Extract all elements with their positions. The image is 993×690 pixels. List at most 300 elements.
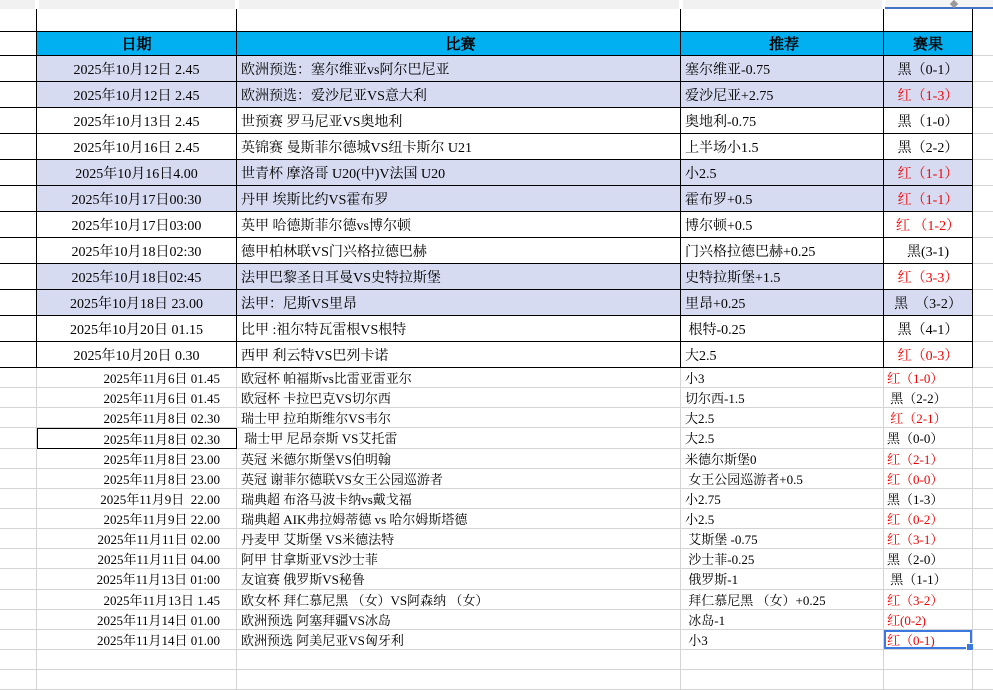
result-cell[interactable] <box>884 290 973 316</box>
result-cell[interactable] <box>884 212 973 238</box>
empty-cell[interactable] <box>884 670 973 690</box>
match-cell[interactable] <box>237 408 681 428</box>
margin-cell[interactable] <box>0 509 37 529</box>
result-cell[interactable] <box>884 590 973 610</box>
extra-cell[interactable] <box>973 56 993 82</box>
recommendation-cell[interactable] <box>681 630 884 650</box>
margin-cell[interactable] <box>0 469 37 489</box>
recommendation-cell[interactable] <box>681 509 884 529</box>
match-value: 欧女杯 拜仁慕尼黑 （女）VS阿森纳 （女） <box>241 592 489 608</box>
margin-cell[interactable] <box>0 368 37 388</box>
match-cell[interactable] <box>237 316 681 342</box>
extra-cell[interactable] <box>973 408 993 428</box>
match-value: 英锦赛 曼斯菲尔德城VS纽卡斯尔 U21 <box>241 140 473 156</box>
match-cell[interactable] <box>237 549 681 569</box>
match-value: 英甲 哈德斯菲尔德vs博尔顿 <box>241 218 411 234</box>
recommendation-value: 艾斯堡 -0.75 <box>685 532 758 548</box>
result-cell[interactable] <box>884 529 973 549</box>
match-cell[interactable] <box>237 238 681 264</box>
extra-cell[interactable] <box>973 529 993 549</box>
recommendation-cell[interactable] <box>681 290 884 316</box>
margin-cell[interactable] <box>0 449 37 469</box>
match-cell[interactable] <box>237 630 681 650</box>
extra-cell[interactable] <box>973 342 993 368</box>
result-value: 红（2-1） <box>887 411 947 427</box>
match-value: 欧洲预选：爱沙尼亚VS意大利 <box>241 88 427 104</box>
empty-cell[interactable] <box>237 670 681 690</box>
date-cell[interactable] <box>37 342 237 368</box>
match-value: 德甲柏林联VS门兴格拉德巴赫 <box>241 244 427 260</box>
table-row <box>0 290 993 316</box>
date-cell[interactable] <box>37 408 237 428</box>
extra-cell[interactable] <box>973 469 993 489</box>
date-cell[interactable] <box>37 134 237 160</box>
table-row <box>0 549 993 569</box>
extra-cell[interactable] <box>973 388 993 408</box>
margin-cell[interactable] <box>0 489 37 509</box>
date-value: 2025年11月9日 22.00 <box>100 491 220 507</box>
margin-cell[interactable] <box>0 388 37 408</box>
date-value: 2025年11月6日 01.45 <box>103 391 220 407</box>
date-value: 2025年11月13日 01:00 <box>96 572 220 588</box>
result-cell[interactable] <box>884 630 973 650</box>
extra-cell[interactable] <box>973 428 993 448</box>
empty-cell[interactable] <box>237 9 681 31</box>
date-cell[interactable] <box>37 509 237 529</box>
table-row <box>0 56 993 82</box>
margin-cell[interactable] <box>0 108 37 134</box>
extra-cell[interactable] <box>973 489 993 509</box>
header-date[interactable] <box>37 31 237 56</box>
result-cell[interactable] <box>884 569 973 589</box>
result-cell[interactable] <box>884 342 973 368</box>
date-value: 2025年11月8日 23.00 <box>103 471 220 487</box>
match-value: 欧冠杯 卡拉巴克VS切尔西 <box>241 391 391 407</box>
margin-cell[interactable] <box>0 670 37 690</box>
date-cell[interactable] <box>37 590 237 610</box>
strip-segment-selected-column <box>885 0 993 9</box>
table-row <box>0 368 993 388</box>
recommendation-cell[interactable] <box>681 160 884 186</box>
date-cell[interactable] <box>37 469 237 489</box>
result-cell[interactable] <box>884 388 973 408</box>
margin-cell[interactable] <box>0 238 37 264</box>
recommendation-value: 小2.5 <box>685 512 715 528</box>
recommendation-value: 大2.5 <box>685 431 715 447</box>
empty-cell[interactable] <box>973 670 993 690</box>
recommendation-value: 里昂+0.25 <box>685 296 746 312</box>
table-row <box>0 82 993 108</box>
date-cell[interactable] <box>37 549 237 569</box>
result-cell[interactable] <box>884 238 973 264</box>
recommendation-cell[interactable] <box>681 408 884 428</box>
result-cell[interactable] <box>884 316 973 342</box>
result-value: 红 （1-2） <box>895 218 961 234</box>
margin-cell[interactable] <box>0 186 37 212</box>
date-cell[interactable] <box>37 160 237 186</box>
recommendation-cell[interactable] <box>681 428 884 448</box>
date-value: 2025年11月14日 01.00 <box>96 612 220 628</box>
date-cell[interactable] <box>37 569 237 589</box>
margin-cell[interactable] <box>0 610 37 630</box>
result-cell[interactable] <box>884 469 973 489</box>
recommendation-value: 俄罗斯-1 <box>685 572 739 588</box>
table-row <box>0 569 993 589</box>
recommendation-cell[interactable] <box>681 489 884 509</box>
date-value: 2025年10月18日02:45 <box>71 270 202 286</box>
extra-cell[interactable] <box>973 549 993 569</box>
result-cell[interactable] <box>884 134 973 160</box>
header-recommendation-label: 推荐 <box>768 37 799 53</box>
date-cell[interactable] <box>37 212 237 238</box>
match-cell[interactable] <box>237 469 681 489</box>
recommendation-value: 冰岛-1 <box>685 612 726 628</box>
result-cell[interactable] <box>884 264 973 290</box>
result-value: 黑（1-3） <box>887 491 944 507</box>
match-cell[interactable] <box>237 428 681 448</box>
result-cell[interactable] <box>884 160 973 186</box>
recommendation-cell[interactable] <box>681 264 884 290</box>
recommendation-cell[interactable] <box>681 610 884 630</box>
match-cell[interactable] <box>237 134 681 160</box>
table-row <box>0 449 993 469</box>
result-cell[interactable] <box>884 56 973 82</box>
result-value: 红（3-2） <box>887 592 944 608</box>
recommendation-cell[interactable] <box>681 238 884 264</box>
match-cell[interactable] <box>237 160 681 186</box>
match-cell[interactable] <box>237 108 681 134</box>
match-value: 瑞典超 AIK弗拉姆蒂德 vs 哈尔姆斯塔德 <box>241 512 468 528</box>
result-cell[interactable] <box>884 489 973 509</box>
header-margin-cell[interactable] <box>0 31 37 56</box>
table-row <box>0 388 993 408</box>
match-cell[interactable] <box>237 264 681 290</box>
result-cell[interactable] <box>884 82 973 108</box>
date-value: 2025年11月11日 04.00 <box>97 552 220 568</box>
date-cell[interactable] <box>37 82 237 108</box>
result-cell[interactable] <box>884 368 973 388</box>
header-recommendation[interactable] <box>681 31 884 56</box>
recommendation-value: 小3 <box>685 371 705 387</box>
match-cell[interactable] <box>237 509 681 529</box>
empty-cell[interactable] <box>37 670 237 690</box>
result-value: 黑（2-0） <box>887 552 944 568</box>
recommendation-cell[interactable] <box>681 569 884 589</box>
date-cell[interactable] <box>37 388 237 408</box>
result-value: 红（0-3） <box>897 348 959 364</box>
table-row <box>0 489 993 509</box>
margin-cell[interactable] <box>0 408 37 428</box>
date-cell[interactable] <box>37 238 237 264</box>
match-value: 阿甲 甘拿斯亚VS沙士菲 <box>241 552 378 568</box>
match-value: 比甲 :祖尔特瓦雷根VS根特 <box>241 322 407 338</box>
result-value: 红（2-1） <box>887 451 944 467</box>
recommendation-cell[interactable] <box>681 56 884 82</box>
margin-cell[interactable] <box>0 342 37 368</box>
extra-cell[interactable] <box>973 134 993 160</box>
table-row <box>0 316 993 342</box>
recommendation-value: 拜仁慕尼黑 （女）+0.25 <box>685 592 826 608</box>
date-cell[interactable] <box>37 489 237 509</box>
extra-cell[interactable] <box>973 186 993 212</box>
recommendation-value: 爱沙尼亚+2.75 <box>685 88 774 104</box>
empty-cell[interactable] <box>884 650 973 670</box>
result-value: 黑（2-2） <box>887 391 947 407</box>
empty-cell[interactable] <box>681 9 884 31</box>
result-value: 黑（2-2） <box>897 140 959 156</box>
empty-cell[interactable] <box>37 650 237 670</box>
table-header-row <box>0 31 993 56</box>
table-row <box>0 590 993 610</box>
result-cell[interactable] <box>884 108 973 134</box>
recommendation-cell[interactable] <box>681 316 884 342</box>
date-cell[interactable] <box>37 428 237 448</box>
match-value: 瑞典超 布洛马波卡纳vs戴戈福 <box>241 491 412 507</box>
match-cell[interactable] <box>237 56 681 82</box>
empty-cell[interactable] <box>681 670 884 690</box>
match-cell[interactable] <box>237 529 681 549</box>
result-value: 红（0-2） <box>887 512 944 528</box>
extra-cell[interactable] <box>973 108 993 134</box>
match-cell[interactable] <box>237 569 681 589</box>
date-cell[interactable] <box>37 186 237 212</box>
margin-cell[interactable] <box>0 9 37 31</box>
header-match-label: 比赛 <box>445 37 476 53</box>
recommendation-value: 女王公园巡游者+0.5 <box>685 471 803 487</box>
date-cell[interactable] <box>37 630 237 650</box>
recommendation-value: 上半场小1.5 <box>685 140 759 156</box>
margin-cell[interactable] <box>0 650 37 670</box>
date-value: 2025年10月18日02:30 <box>71 244 202 260</box>
recommendation-value: 大2.5 <box>685 411 715 427</box>
extra-cell[interactable] <box>973 610 993 630</box>
recommendation-cell[interactable] <box>681 549 884 569</box>
date-cell[interactable] <box>37 316 237 342</box>
extra-cell[interactable] <box>973 449 993 469</box>
extra-cell[interactable] <box>973 212 993 238</box>
empty-cell[interactable] <box>681 650 884 670</box>
match-value: 西甲 利云特VS巴列卡诺 <box>241 348 389 364</box>
match-value: 欧冠杯 帕福斯vs比雷亚雷亚尔 <box>241 371 412 387</box>
match-cell[interactable] <box>237 290 681 316</box>
recommendation-value: 史特拉斯堡+1.5 <box>685 270 781 286</box>
date-cell[interactable] <box>37 449 237 469</box>
recommendation-value: 小2.75 <box>685 491 721 507</box>
result-value: 红（0-1) <box>887 632 935 648</box>
match-value: 世预赛 罗马尼亚VS奥地利 <box>241 114 403 130</box>
date-cell[interactable] <box>37 264 237 290</box>
table-row <box>0 160 993 186</box>
recommendation-value: 门兴格拉德巴赫+0.25 <box>685 244 816 260</box>
date-cell[interactable] <box>37 56 237 82</box>
recommendation-cell[interactable] <box>681 590 884 610</box>
margin-cell[interactable] <box>0 264 37 290</box>
empty-row <box>0 9 993 31</box>
date-value: 2025年10月12日 2.45 <box>73 88 200 104</box>
table-row <box>0 264 993 290</box>
match-cell[interactable] <box>237 590 681 610</box>
match-value: 欧洲预选 阿塞拜疆VS冰岛 <box>241 612 391 628</box>
recommendation-value: 霍布罗+0.5 <box>685 192 753 208</box>
recommendation-cell[interactable] <box>681 82 884 108</box>
result-cell[interactable] <box>884 428 973 448</box>
date-cell[interactable] <box>37 108 237 134</box>
date-value: 2025年10月17日03:00 <box>71 218 202 234</box>
table-row <box>0 630 993 650</box>
match-cell[interactable] <box>237 449 681 469</box>
result-value: 红（1-1） <box>897 166 959 182</box>
date-value: 2025年10月18日 23.00 <box>70 296 203 312</box>
margin-cell[interactable] <box>0 569 37 589</box>
match-cell[interactable] <box>237 489 681 509</box>
empty-cell[interactable] <box>973 650 993 670</box>
recommendation-value: 博尔顿+0.5 <box>685 218 753 234</box>
extra-cell[interactable] <box>973 630 993 650</box>
recommendation-value: 切尔西-1.5 <box>685 391 745 407</box>
result-value: 黑(3-1) <box>907 244 949 260</box>
margin-cell[interactable] <box>0 82 37 108</box>
margin-cell[interactable] <box>0 290 37 316</box>
margin-cell[interactable] <box>0 160 37 186</box>
result-value: 红（0-0） <box>887 471 944 487</box>
margin-cell[interactable] <box>0 428 37 448</box>
table-row <box>0 509 993 529</box>
extra-cell[interactable] <box>973 316 993 342</box>
recommendation-value: 米德尔斯堡0 <box>685 451 757 467</box>
match-value: 丹麦甲 艾斯堡 VS米德法特 <box>241 532 395 548</box>
result-cell[interactable] <box>884 549 973 569</box>
recommendation-cell[interactable] <box>681 186 884 212</box>
result-value: 红（3-1） <box>887 532 944 548</box>
result-value: 黑（1-1） <box>887 572 947 588</box>
date-value: 2025年11月13日 1.45 <box>103 592 220 608</box>
match-cell[interactable] <box>237 212 681 238</box>
date-cell[interactable] <box>37 290 237 316</box>
margin-cell[interactable] <box>0 56 37 82</box>
table-row <box>0 469 993 489</box>
empty-row <box>0 670 993 690</box>
result-cell[interactable] <box>884 186 973 212</box>
date-cell[interactable] <box>37 368 237 388</box>
extra-cell[interactable] <box>973 264 993 290</box>
recommendation-cell[interactable] <box>681 388 884 408</box>
strip-segment <box>0 0 35 9</box>
extra-cell[interactable] <box>973 590 993 610</box>
recommendation-cell[interactable] <box>681 368 884 388</box>
extra-cell[interactable] <box>973 509 993 529</box>
extra-cell[interactable] <box>973 368 993 388</box>
recommendation-cell[interactable] <box>681 529 884 549</box>
empty-cell[interactable] <box>884 9 973 31</box>
extra-cell[interactable] <box>973 160 993 186</box>
recommendation-value: 大2.5 <box>685 348 717 364</box>
empty-cell[interactable] <box>237 650 681 670</box>
table-row <box>0 428 993 448</box>
table-row <box>0 108 993 134</box>
empty-row <box>0 650 993 670</box>
result-cell[interactable] <box>884 449 973 469</box>
recommendation-value: 沙士菲-0.25 <box>685 552 755 568</box>
date-value: 2025年10月20日 0.30 <box>73 348 200 364</box>
result-cell[interactable] <box>884 509 973 529</box>
recommendation-cell[interactable] <box>681 342 884 368</box>
header-match[interactable] <box>237 31 681 56</box>
result-value: 黑（0-1） <box>897 62 959 78</box>
recommendation-value: 奥地利-0.75 <box>685 114 757 130</box>
match-cell[interactable] <box>237 82 681 108</box>
match-value: 世青杯 摩洛哥 U20(中)V法国 U20 <box>241 166 446 182</box>
extra-cell[interactable] <box>973 238 993 264</box>
extra-cell[interactable] <box>973 290 993 316</box>
empty-cell[interactable] <box>973 9 993 31</box>
header-extra-cell[interactable] <box>973 31 993 56</box>
table-row <box>0 408 993 428</box>
table-row <box>0 610 993 630</box>
recommendation-cell[interactable] <box>681 449 884 469</box>
empty-cell[interactable] <box>37 9 237 31</box>
match-value: 欧洲预选 阿美尼亚VS匈牙利 <box>241 632 404 648</box>
worksheet-grid <box>0 9 993 690</box>
recommendation-cell[interactable] <box>681 108 884 134</box>
margin-cell[interactable] <box>0 549 37 569</box>
extra-cell[interactable] <box>973 82 993 108</box>
match-cell[interactable] <box>237 342 681 368</box>
extra-cell[interactable] <box>973 569 993 589</box>
margin-cell[interactable] <box>0 529 37 549</box>
result-value: 红（1-0） <box>887 371 944 387</box>
date-value: 2025年11月8日 02.30 <box>103 411 220 427</box>
match-cell[interactable] <box>237 388 681 408</box>
match-cell[interactable] <box>237 368 681 388</box>
header-result[interactable] <box>884 31 973 56</box>
date-value: 2025年11月8日 23.00 <box>103 451 220 467</box>
margin-cell[interactable] <box>0 630 37 650</box>
recommendation-cell[interactable] <box>681 469 884 489</box>
table-row <box>0 186 993 212</box>
result-value: 黑 （3-2） <box>894 296 962 312</box>
margin-cell[interactable] <box>0 134 37 160</box>
recommendation-cell[interactable] <box>681 212 884 238</box>
recommendation-value: 小3 <box>685 632 708 648</box>
match-cell[interactable] <box>237 186 681 212</box>
date-value: 2025年10月13日 2.45 <box>73 114 200 130</box>
match-value: 瑞士甲 拉珀斯维尔VS韦尔 <box>241 411 391 427</box>
recommendation-value: 小2.5 <box>685 166 717 182</box>
margin-cell[interactable] <box>0 590 37 610</box>
date-value: 2025年10月16日4.00 <box>75 166 198 182</box>
match-value: 丹甲 埃斯比约VS霍布罗 <box>241 192 389 208</box>
match-cell[interactable] <box>237 610 681 630</box>
date-value: 2025年10月12日 2.45 <box>73 62 200 78</box>
table-body <box>0 56 993 650</box>
recommendation-value: 塞尔维亚-0.75 <box>685 62 771 78</box>
header-date-label: 日期 <box>121 37 152 53</box>
result-cell[interactable] <box>884 610 973 630</box>
result-cell[interactable] <box>884 408 973 428</box>
margin-cell[interactable] <box>0 212 37 238</box>
result-value: 黑（4-1） <box>897 322 959 338</box>
date-cell[interactable] <box>37 610 237 630</box>
match-value: 欧洲预选：塞尔维亚vs阿尔巴尼亚 <box>241 62 450 78</box>
result-value: 红(0-2) <box>887 612 926 628</box>
date-value: 2025年10月16日 2.45 <box>73 140 200 156</box>
date-value: 2025年11月14日 01.00 <box>96 632 220 648</box>
recommendation-cell[interactable] <box>681 134 884 160</box>
match-value: 法甲巴黎圣日耳曼VS史特拉斯堡 <box>241 270 441 286</box>
date-cell[interactable] <box>37 529 237 549</box>
result-value: 红（3-3） <box>897 270 959 286</box>
margin-cell[interactable] <box>0 316 37 342</box>
